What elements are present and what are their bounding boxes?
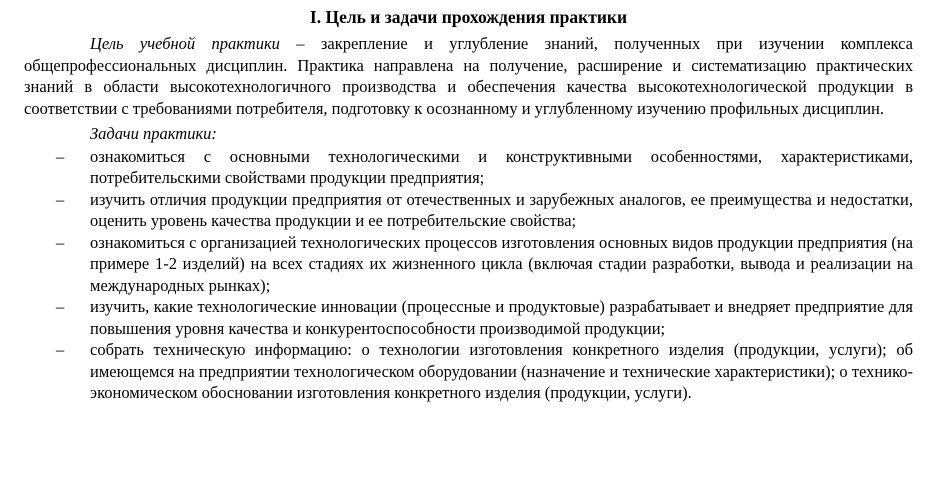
list-bullet: – [56, 297, 65, 316]
list-bullet: – [56, 146, 65, 166]
task-list [24, 146, 913, 404]
list-item [24, 189, 913, 232]
goal-paragraph [24, 33, 913, 119]
list-bullet: – [56, 232, 65, 252]
list-item [24, 232, 913, 297]
tasks-heading: Задачи практики: [90, 124, 217, 143]
list-item-text: изучить, какие технологические инновации (процессные и продуктовые) разрабатывает и внедряет предприятие для повышения уровня качества и конкурентоспособности производимой продукции; [90, 297, 913, 338]
list-item-text: ознакомиться с основными технологическими и конструктивными особенностями, характеристиками, потребительскими свойствами продукции предприятия; [90, 146, 913, 187]
list-item [24, 146, 913, 189]
list-item-text: ознакомиться с организацией технологических процессов изготовления основных видов продукции предприятия (на примере 1-2 изделий) на всех стадиях их жизненного цикла (включая стадии разработки, вывода и реализации на международных рынках); [90, 232, 913, 295]
list-bullet: – [56, 189, 65, 209]
section-title: I. Цель и задачи прохождения практики [309, 7, 628, 27]
list-bullet: – [56, 340, 65, 359]
goal-text: – закрепление и углубление знаний, полученных при изучении комплекса общепрофессиональных дисциплин. Практика направлена на получение, расширение и систематизацию практических знаний в области высокотехнологичного производства и обеспечения качества высокотехнологической продукции в соответствии с требованиями потребителя, подготовку к осознанному и углубленному изучению профильных дисциплин. [24, 34, 913, 118]
list-item [24, 339, 913, 404]
list-item-text: собрать техническую информацию: о технологии изготовления конкретного изделия (продукции, услуги); об имеющемся на предприятии технологическом оборудовании (назначение и технические характеристики); о технико-экономическом обосновании изготовления конкретного изделия (продукции, услуги). [90, 340, 913, 402]
list-item [24, 296, 913, 339]
list-item-text: изучить отличия продукции предприятия от отечественных и зарубежных аналогов, ее преимущества и недостатки, оценить уровень качества продукции и ее потребительские свойства; [90, 189, 913, 230]
goal-lead: Цель учебной практики [90, 34, 280, 53]
